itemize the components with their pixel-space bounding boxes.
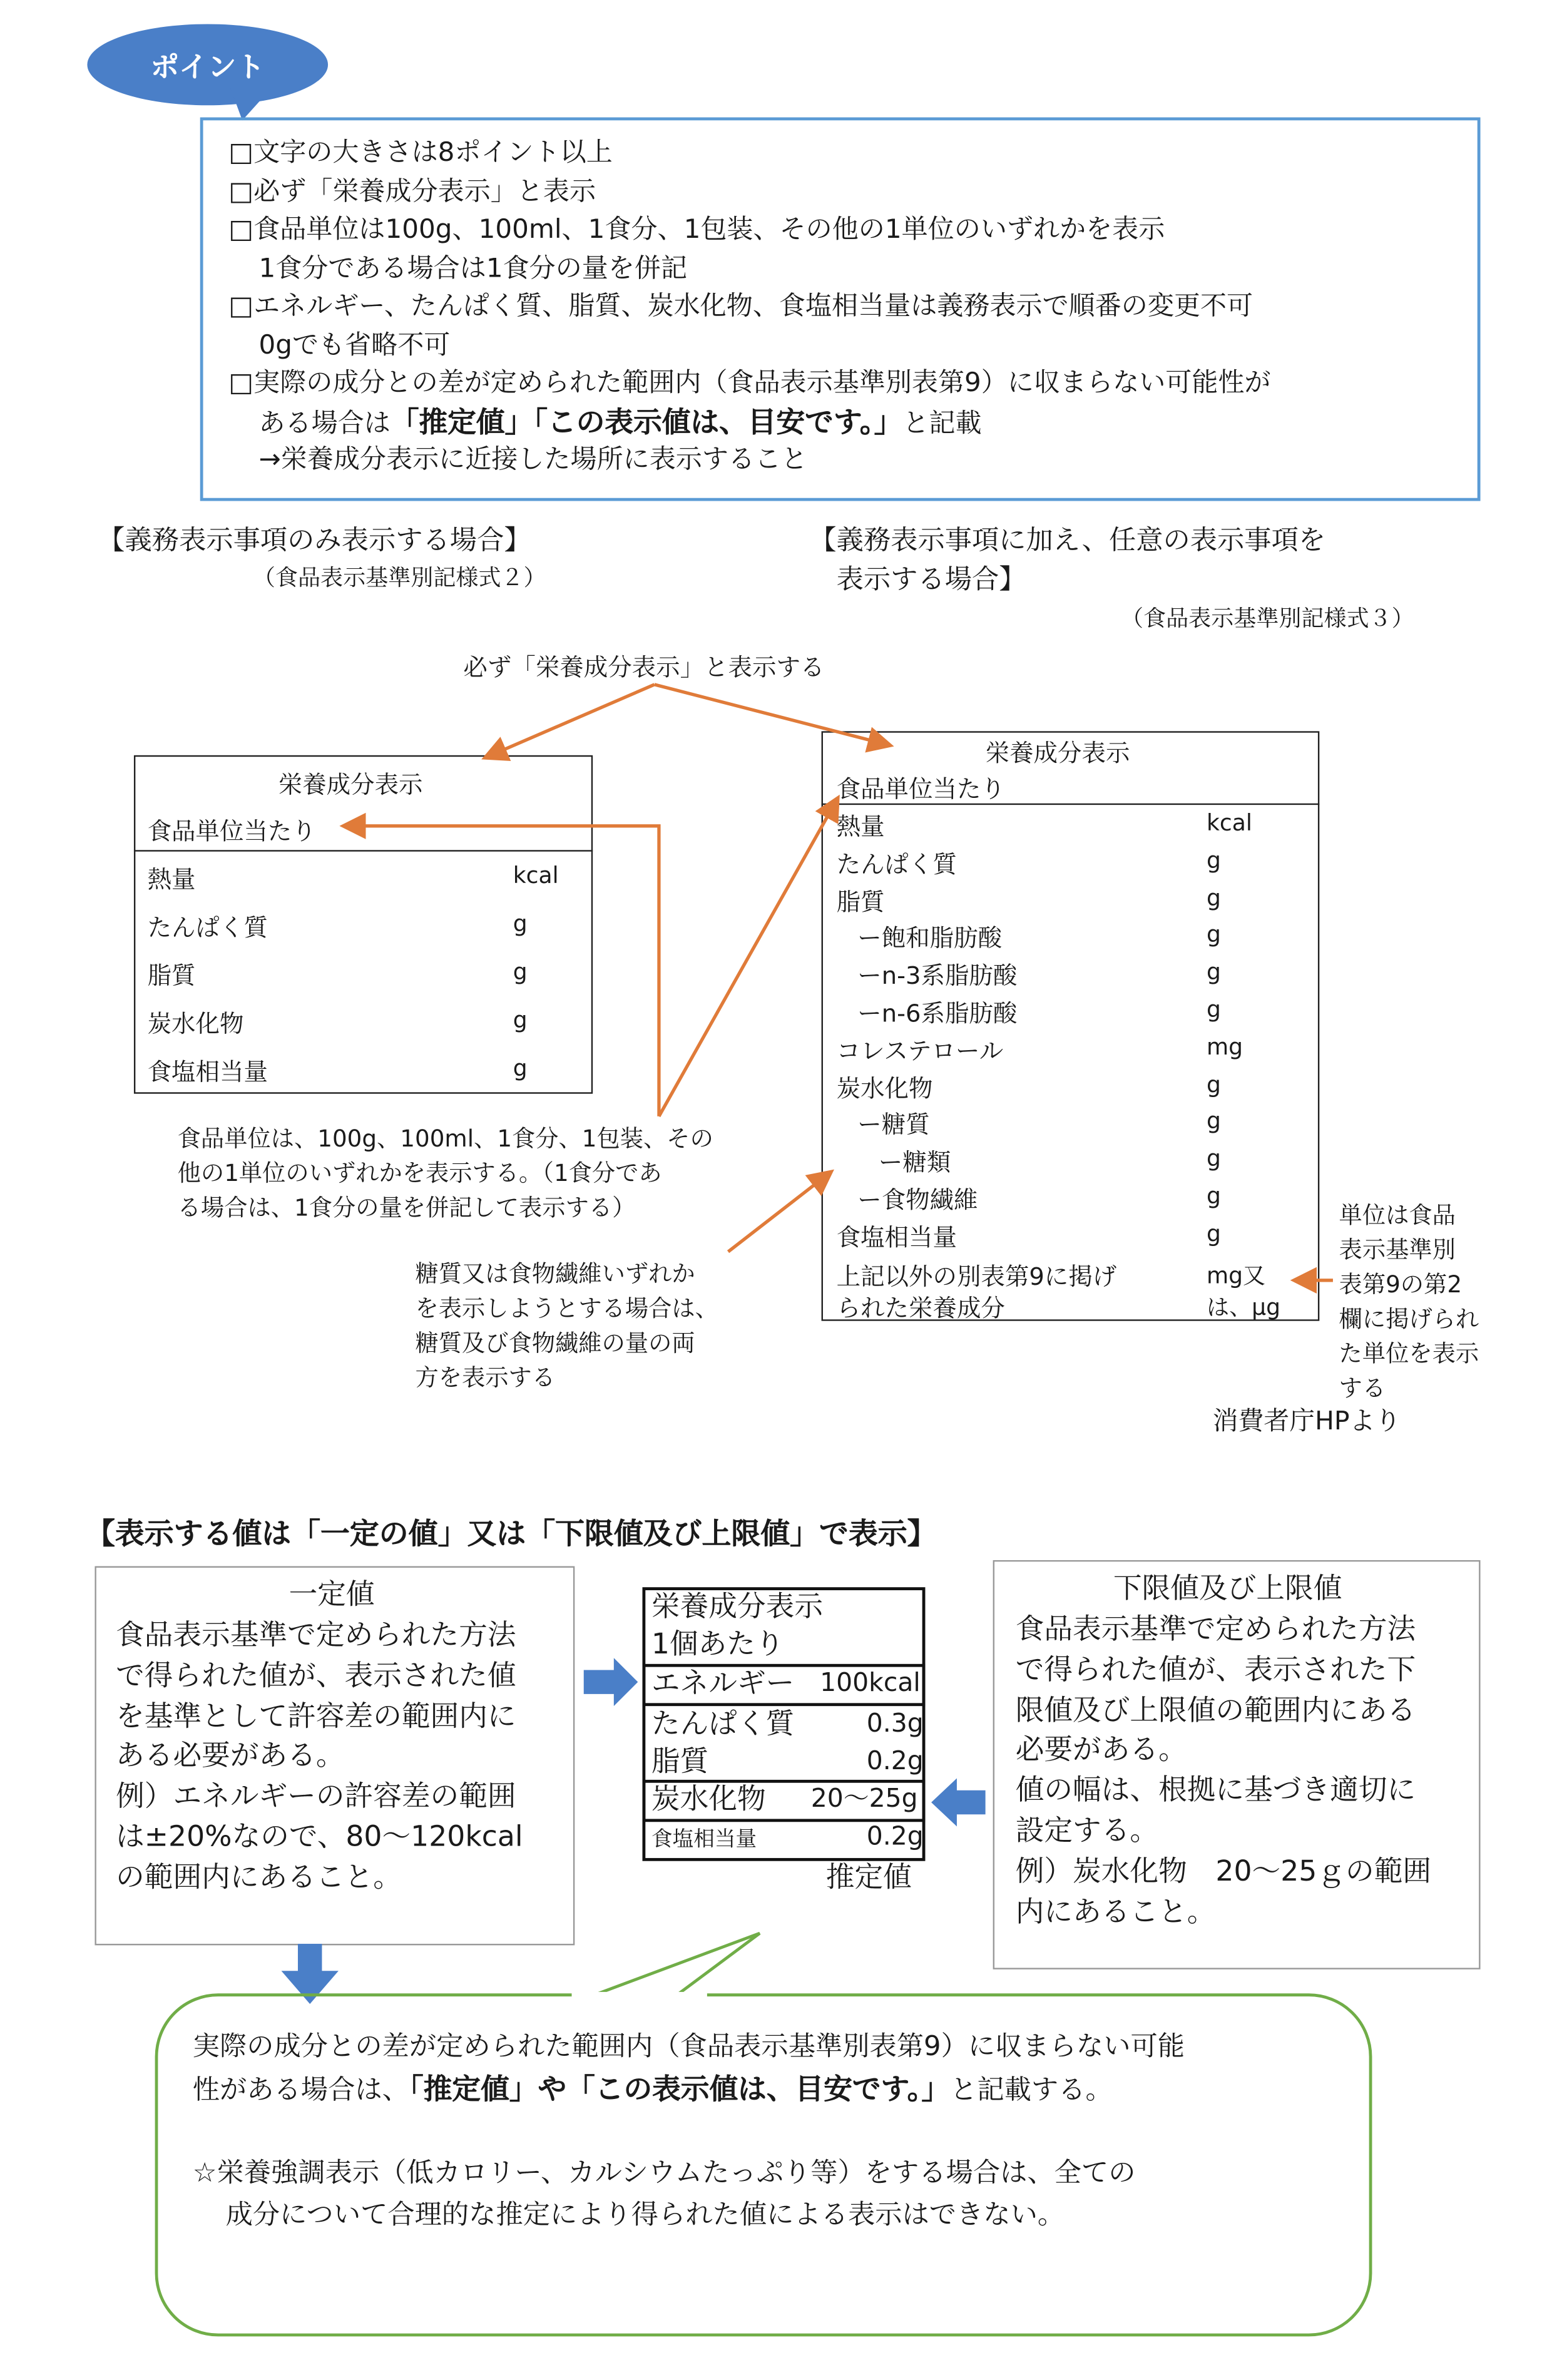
range-value-line: 値の幅は、根拠に基づき適切に: [1015, 1774, 1416, 1807]
left-table-row-name: たんぱく質: [147, 913, 268, 942]
sample-energy-value: 100kcal: [820, 1668, 921, 1699]
annotation-units-right: 単位は食品: [1339, 1202, 1456, 1230]
source-note: 消費者庁HPより: [1212, 1406, 1401, 1437]
sample-salt-value: 0.2g: [866, 1822, 924, 1852]
point-text: と記載: [902, 409, 982, 439]
callout-gap: [572, 1992, 707, 1998]
left-table-unit-row: 食品単位当たり: [147, 817, 316, 846]
sample-carb-name: 炭水化物: [651, 1782, 766, 1816]
right-table-row-name: 熱量: [836, 812, 885, 841]
range-value-line: 限値及び上限値の範囲内にある: [1015, 1693, 1416, 1727]
point-line: 0gでも省略不可: [258, 330, 451, 361]
range-value-line: 設定する。: [1015, 1814, 1159, 1848]
blue-arrows: [0, 1625, 1542, 2016]
sample-carb-value: 20～25g: [810, 1784, 918, 1815]
right-table-row-unit: g: [1207, 996, 1221, 1023]
point-line: 1食分である場合は1食分の量を併記: [258, 254, 688, 285]
callout-text: 性がある場合は、: [192, 2075, 409, 2107]
range-value-line: 食品表示基準で定められた方法: [1015, 1613, 1416, 1646]
blue-arrow-left: [931, 1779, 986, 1827]
annotation-units-right: する: [1339, 1375, 1386, 1402]
annotation-unit: る場合は、1食分の量を併記して表示する）: [177, 1194, 636, 1222]
blue-arrow-right: [584, 1658, 638, 1706]
range-value-line: で得られた値が、表示された下: [1015, 1653, 1416, 1687]
callout-text: と記載する。: [950, 2075, 1113, 2107]
callout-line: 実際の成分との差が定められた範囲内（食品表示基準別表第9）に収まらない可能: [192, 2031, 1185, 2063]
fixed-value-line: ある必要がある。: [116, 1739, 345, 1773]
right-table-row-unit: g: [1207, 1182, 1221, 1210]
annotation-sugar: 糖質及び食物繊維の量の両: [415, 1330, 695, 1357]
left-table-title: 栄養成分表示: [278, 770, 423, 799]
right-table-row-unit: g: [1207, 1220, 1221, 1247]
right-table-row-unit: mg: [1207, 1033, 1243, 1061]
right-table-row-unit: g: [1207, 958, 1221, 986]
right-table-row-unit: g: [1207, 884, 1221, 911]
left-subheading: （食品表示基準別記様式２）: [252, 564, 546, 591]
fixed-value-line: の範囲内にあること。: [116, 1861, 402, 1894]
sample-salt-name: 食塩相当量: [651, 1827, 757, 1852]
annotation-unit: 食品単位は、100g、100ml、1食分、1包装、その: [177, 1125, 713, 1153]
arrow-sugar: [728, 1173, 829, 1252]
right-table-row-name: 脂質: [836, 887, 885, 916]
right-table-row-unit: g: [1207, 846, 1221, 874]
right-table-row-name: 上記以外の別表第9に掲げ: [836, 1262, 1117, 1291]
arrow-unit-right: [659, 800, 837, 1116]
fixed-value-line: 例）エネルギーの許容差の範囲: [116, 1780, 516, 1814]
left-table-row-unit: g: [513, 958, 528, 986]
right-table-row-unit: g: [1207, 921, 1221, 949]
range-value-line: 必要がある。: [1015, 1734, 1187, 1767]
left-table-row-name: 熱量: [147, 865, 196, 894]
fixed-value-line: は±20%なので、80～120kcal: [116, 1820, 523, 1854]
sample-fat-name: 脂質: [651, 1745, 709, 1779]
sample-energy-name: エネルギー: [651, 1667, 795, 1700]
right-table-row-name: たんぱく質: [836, 849, 957, 879]
right-table-row-unit: g: [1207, 1108, 1221, 1135]
right-table-row-name: ーn-6系脂肪酸: [857, 999, 1018, 1028]
callout-line: 成分について合理的な推定により得られた値による表示はできない。: [225, 2199, 1065, 2232]
right-table-row-name: ー食物繊維: [857, 1185, 978, 1215]
point-bubble-label: ポイント: [150, 51, 265, 84]
annotation-units-right: た単位を表示: [1339, 1340, 1479, 1368]
annotation-title-required: 必ず「栄養成分表示」と表示する: [463, 653, 825, 682]
sample-protein-value: 0.3g: [866, 1708, 924, 1740]
arrow-unit-left: [346, 826, 659, 1116]
sample-label-per: 1個あたり: [651, 1628, 784, 1662]
estimated-value-caption: 推定値: [825, 1861, 912, 1894]
point-text: ある場合は: [258, 409, 391, 439]
left-table-row-name: 脂質: [147, 961, 196, 990]
fixed-value-title: 一定値: [288, 1578, 375, 1611]
point-line: →栄養成分表示に近接した場所に表示すること: [258, 445, 808, 476]
values-heading: 【表示する値は「一定の値」又は「下限値及び上限値」で表示】: [86, 1516, 937, 1551]
arrow-title-left: [488, 685, 655, 757]
range-value-title: 下限値及び上限値: [1113, 1572, 1342, 1606]
right-table-row-unit: g: [1207, 1070, 1221, 1098]
right-heading: 【義務表示事項に加え、任意の表示事項を: [809, 524, 1326, 557]
sample-label-title: 栄養成分表示: [651, 1590, 824, 1623]
annotation-unit: 他の1単位のいずれかを表示する。（1食分であ: [177, 1160, 662, 1187]
right-table-row-unit: g: [1207, 1145, 1221, 1173]
point-line: □必ず「栄養成分表示」と表示: [228, 177, 596, 208]
fixed-value-line: を基準として許容差の範囲内に: [116, 1699, 516, 1733]
fixed-value-line: で得られた値が、表示された値: [116, 1659, 516, 1693]
point-line: □食品単位は100g、100ml、1食分、1包装、その他の1単位のいずれかを表示: [228, 215, 1165, 245]
right-table-row-name: られた栄養成分: [836, 1294, 1005, 1323]
right-table-row-name: 食塩相当量: [836, 1222, 957, 1252]
point-line: □文字の大きさは8ポイント以上: [228, 138, 613, 169]
right-table-row-unit: mg又: [1207, 1262, 1266, 1290]
right-table-row-name: ー飽和脂肪酸: [857, 924, 1003, 953]
point-emphasis: 「推定値」「この表示値は、目安です。」: [390, 406, 903, 439]
left-table-row-name: 炭水化物: [147, 1009, 244, 1038]
right-table-row-unit: は、μg: [1207, 1294, 1280, 1321]
right-table-row-name: ー糖類: [878, 1148, 951, 1177]
sample-protein-name: たんぱく質: [651, 1707, 795, 1741]
right-heading: 表示する場合】: [836, 564, 1026, 596]
right-table-row-name: ー糖質: [857, 1111, 930, 1140]
right-table-row-name: ーn-3系脂肪酸: [857, 961, 1018, 991]
left-table-row-unit: g: [513, 1006, 528, 1034]
point-line: □実際の成分との差が定められた範囲内（食品表示基準別表第9）に収まらない可能性が: [228, 368, 1271, 399]
right-table-row-name: コレステロール: [836, 1036, 1004, 1065]
right-table-row-name: 炭水化物: [836, 1073, 933, 1103]
annotation-units-right: 表第9の第2: [1339, 1271, 1463, 1299]
right-subheading: （食品表示基準別記様式３）: [1120, 605, 1414, 632]
point-line: □エネルギー、たんぱく質、脂質、炭水化物、食塩相当量は義務表示で順番の変更不可: [228, 292, 1254, 322]
left-table-row-unit: kcal: [513, 862, 559, 889]
annotation-units-right: 表示基準別: [1339, 1237, 1456, 1264]
left-heading: 【義務表示事項のみ表示する場合】: [98, 524, 531, 557]
right-table-title: 栄養成分表示: [985, 738, 1130, 768]
annotation-units-right: 欄に掲げられ: [1339, 1305, 1479, 1333]
annotation-sugar: 方を表示する: [415, 1364, 556, 1392]
callout-line: ☆栄養強調表示（低カロリー、カルシウムたっぷり等）をする場合は、全ての: [192, 2157, 1136, 2189]
left-table-row-name: 食塩相当量: [147, 1058, 268, 1086]
left-table-row-unit: g: [513, 1055, 528, 1082]
right-table-unit-row: 食品単位当たり: [836, 775, 1005, 804]
range-value-line: 例）炭水化物 20～25ｇの範囲: [1015, 1854, 1432, 1888]
arrow-title-right: [655, 685, 888, 745]
fixed-value-line: 食品表示基準で定められた方法: [116, 1618, 516, 1652]
left-table-row-unit: g: [513, 910, 528, 937]
callout-emphasis: 「推定値」や「この表示値は、目安です。」: [409, 2073, 951, 2107]
right-table-row-unit: kcal: [1207, 809, 1252, 837]
callout-tail: [595, 1933, 760, 1995]
annotation-sugar: 糖質又は食物繊維いずれか: [415, 1260, 695, 1288]
range-value-line: 内にあること。: [1015, 1895, 1216, 1928]
sample-fat-value: 0.2g: [866, 1747, 924, 1777]
callout-line-estimate: [193, 2067, 1113, 2108]
annotation-sugar: を表示しようとする場合は、: [415, 1295, 718, 1323]
